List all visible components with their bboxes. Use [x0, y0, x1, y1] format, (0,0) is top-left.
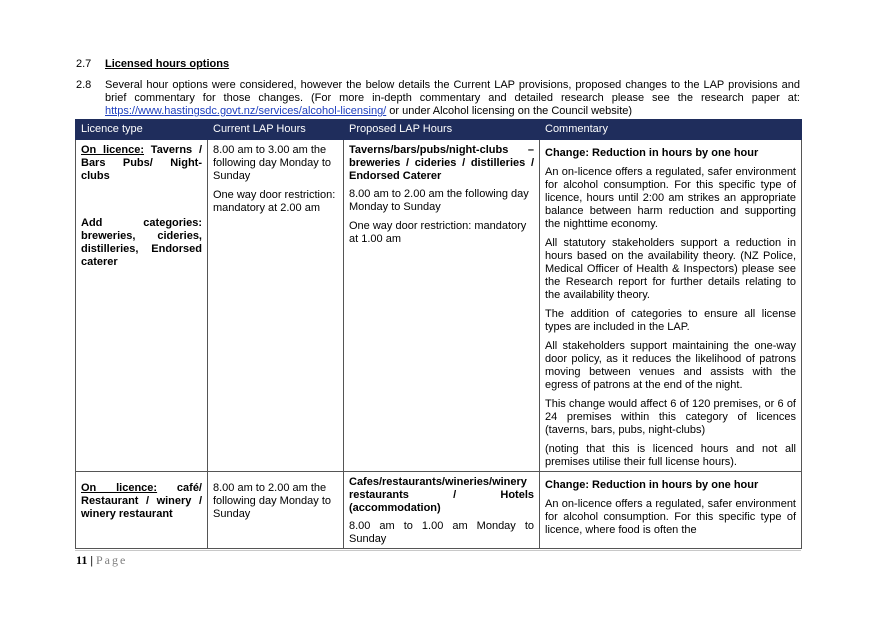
current-hours-cell: [208, 472, 344, 549]
intro-text: Several hour options were considered, however the below details the Current LAP provisions, proposed changes to the LAP provisions and brief commentary for those changes. (For more in-depth commentary and detailed research please see the research paper at:: [105, 79, 800, 104]
commentary-cell: [540, 140, 802, 472]
table-header-row: [76, 120, 802, 140]
header-current-hours: Current LAP Hours: [208, 120, 344, 140]
table-row: [76, 140, 802, 472]
footer-separator: |: [87, 553, 96, 567]
page-label: Page: [96, 553, 128, 567]
licence-prefix: On licence:: [81, 144, 145, 156]
header-proposed-hours: Proposed LAP Hours: [344, 120, 540, 140]
current-door-restriction: One way door restriction: mandatory at 2.00 am: [213, 189, 336, 214]
alcohol-licensing-link[interactable]: https://www.hastingsdc.govt.nz/services/alcohol-licensing/: [105, 105, 387, 117]
commentary-title: Change: Reduction in hours by one hour: [545, 147, 759, 159]
intro-text-end: or under Alcohol licensing on the Council website): [386, 105, 633, 117]
intro-paragraph: [105, 79, 800, 118]
proposed-hours-cell: [344, 140, 540, 472]
section-heading: Licensed hours options: [105, 58, 230, 70]
current-hours-text: 8.00 am to 2.00 am the following day Monday to Sunday: [213, 482, 332, 520]
commentary-paragraph: (noting that this is licenced hours and not all premises utilise their full license hours).: [545, 443, 796, 468]
section-number: 2.8: [76, 79, 92, 91]
licensed-hours-table: [75, 119, 802, 549]
header-commentary: Commentary: [540, 120, 802, 140]
licence-types: Taverns / Bars Pubs/ Night-clubs: [81, 144, 202, 182]
licence-type-cell: [76, 140, 208, 472]
proposed-hours-text: 8.00 am to 2.00 am the following day Monday to Sunday: [349, 188, 529, 213]
proposed-title: Taverns/bars/pubs/night-clubs – breweries / cideries / distilleries / Endorsed Caterer: [349, 144, 534, 182]
proposed-title: Cafes/restaurants/wineries/winery restaurants / Hotels (accommodation): [349, 476, 534, 514]
section-number: 2.7: [76, 58, 92, 70]
commentary-paragraph: All stakeholders support maintaining the one-way door policy, as it reduces the likelihood of patrons moving between venues and assists with the egress of patrons at the end of the night.: [545, 340, 796, 391]
page-footer: [76, 553, 127, 568]
licence-type-text: [81, 144, 202, 183]
proposed-door-restriction: One way door restriction: mandatory at 1.00 am: [349, 220, 527, 245]
commentary-title: Change: Reduction in hours by one hour: [545, 479, 759, 491]
table-row: [76, 472, 802, 549]
licence-prefix: On licence:: [81, 482, 158, 494]
commentary-paragraph: The addition of categories to ensure all license types are included in the LAP.: [545, 308, 796, 333]
licence-type-cell: [76, 472, 208, 549]
commentary-cell: [540, 472, 802, 549]
commentary-paragraph: This change would affect 6 of 120 premises, or 6 of 24 premises within this category of licences (taverns, bars, pubs, night-clubs): [545, 398, 796, 436]
page-number: 11: [76, 553, 88, 567]
current-hours-cell: [208, 140, 344, 472]
proposed-hours-text: 8.00 am to 1.00 am Monday to Sunday: [349, 520, 534, 545]
proposed-hours-cell: [344, 472, 540, 549]
current-hours-text: 8.00 am to 3.00 am the following day Monday to Sunday: [213, 144, 332, 182]
licence-type-text: [81, 482, 202, 521]
commentary-paragraph: All statutory stakeholders support a reduction in hours based on the availability theory. (NZ Police, Medical Officer of Health & Inspectors) please see the Research report for further details relating to the availability theory.: [545, 237, 796, 301]
commentary-paragraph: An on-licence offers a regulated, safer environment for alcohol consumption. For this specific type of licence, where food is often the: [545, 498, 796, 536]
commentary-paragraph: An on-licence offers a regulated, safer environment for alcohol consumption. For this specific type of licence, hours until 2:00 am strikes an appropriate balance between harm reduction and supporting the nighttime economy.: [545, 166, 796, 230]
licence-types: café/ Restaurant / winery / winery restaurant: [81, 482, 202, 520]
footer-divider: [75, 550, 801, 551]
header-licence-type: Licence type: [76, 120, 208, 140]
licence-add-categories: Add categories: breweries, cideries, distilleries, Endorsed caterer: [81, 217, 202, 268]
